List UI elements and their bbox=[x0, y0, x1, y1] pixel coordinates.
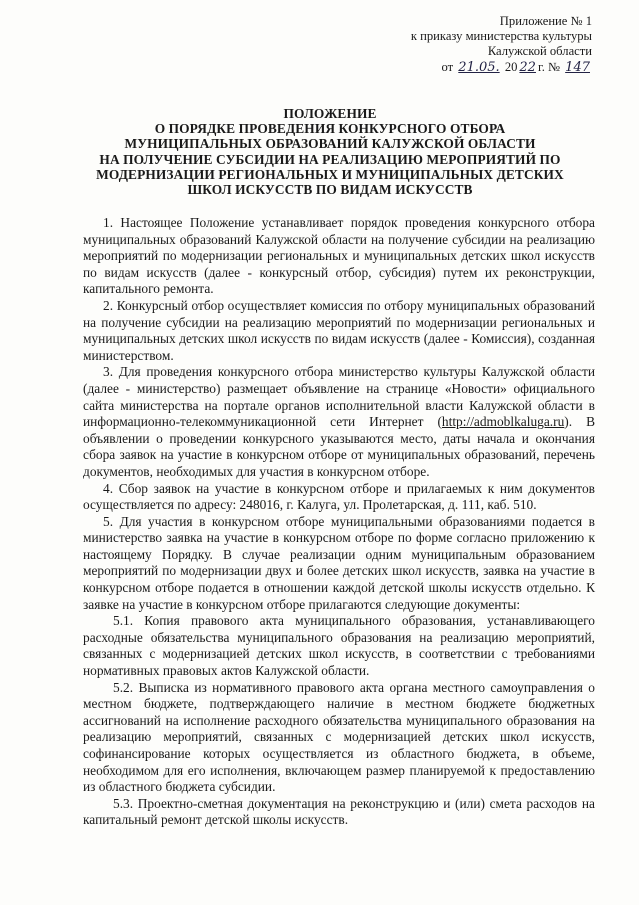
appendix-header bbox=[352, 14, 592, 75]
document-body bbox=[83, 215, 595, 829]
order-reference: к приказу министерства культуры bbox=[410, 29, 592, 44]
handwritten-date: 21.05. bbox=[458, 59, 500, 75]
handwritten-year: 22 bbox=[519, 59, 536, 75]
paragraph-5-3: 5.3. Проектно-сметная документация на реконструкцию и (или) смета расходов на капитальный ремонт детской школы искусств. bbox=[83, 795, 595, 828]
paragraph-3-text-end: ). В объявлении о проведении конкурсного указываются место, даты начала и окончания сбора заявок на участие в конкурсном отборе от муниципальных образований, перечень документов, необходимых для участия в конкурсном отборе. bbox=[83, 414, 595, 479]
paragraph-5: 5. Для участия в конкурсном отборе муниципальными образованиями подается в министерство заявка на участие в конкурсном отборе по форме согласно приложению к настоящему Порядку. В случае реализации одним муниципальным образованием мероприятий по модернизации двух и более детских школ искусств, заявка на участие в конкурсном отборе подается в отношении каждой детской школы искусств отдельно. К заявке на участие в конкурсном отборе прилагаются следующие документы: bbox=[83, 513, 595, 612]
handwritten-order-number: 147 bbox=[565, 59, 590, 75]
appendix-number: Приложение № 1 bbox=[499, 14, 592, 28]
year-suffix: г. № bbox=[537, 59, 561, 74]
paragraph-5-2: 5.2. Выписка из нормативного правового акта органа местного самоуправления о местном бюджете, подтверждающего наличие в местном бюджете бюджетных ассигнований на исполнение расходного обязательства муниципального образования на реализацию мероприятий, связанных с модернизацией детских школ искусств, софинансирование которых осуществляется из областного бюджета, в объеме, необходимом для его исполнения, включающем размер планируемой к предоставлению из областного бюджета субсидии. bbox=[83, 679, 595, 795]
order-date-number bbox=[352, 60, 592, 75]
title-line: ПОЛОЖЕНИЕ bbox=[283, 106, 377, 121]
title-line: ШКОЛ ИСКУССТВ ПО ВИДАМ ИСКУССТВ bbox=[187, 182, 473, 198]
paragraph-1: 1. Настоящее Положение устанавливает порядок проведения конкурсного отбора муниципальных образований Калужской области на получение субсидии на реализацию мероприятий по модернизации региональных и муниципальных детских школ искусств по видам искусств (далее - конкурсный отбор, субсидия) путем их реконструкции, капитального ремонта. bbox=[83, 215, 595, 297]
paragraph-3 bbox=[83, 364, 595, 480]
title-line: О ПОРЯДКЕ ПРОВЕДЕНИЯ КОНКУРСНОГО ОТБОРА bbox=[154, 121, 506, 137]
date-prefix: от bbox=[441, 59, 454, 74]
paragraph-5-1: 5.1. Копия правового акта муниципального образования, устанавливающего расходные обязательства муниципального образования на реализацию мероприятий, связанных с модернизацией детских школ искусств, в соответствии с требованиями нормативных правовых актов Калужской области. bbox=[83, 613, 595, 679]
paragraph-3-text: 3. Для проведения конкурсного отбора министерство культуры Калужской области (далее - министерство) размещает объявление на странице «Новости» официального сайта министерства на портале органов исполнительной власти Калужской области в информационно-телекоммуникационной сети Интернет ( bbox=[83, 364, 595, 430]
title-line: МОДЕРНИЗАЦИИ РЕГИОНАЛЬНЫХ И МУНИЦИПАЛЬНЫХ ДЕТСКИХ bbox=[96, 166, 564, 182]
website-link[interactable]: http://admoblkaluga.ru bbox=[441, 414, 565, 430]
document-title bbox=[70, 106, 590, 197]
title-line: МУНИЦИПАЛЬНЫХ ОБРАЗОВАНИЙ КАЛУЖСКОЙ ОБЛАСТИ bbox=[124, 136, 536, 152]
region-name: Калужской области bbox=[487, 44, 592, 59]
paragraph-2: 2. Конкурсный отбор осуществляет комиссия по отбору муниципальных образований на получение субсидии на реализацию мероприятий по модернизации региональных и муниципальных детских школ искусств по видам искусств (далее - Комиссия), созданная министерством. bbox=[83, 297, 595, 363]
paragraph-4: 4. Сбор заявок на участие в конкурсном отборе и прилагаемых к ним документов осуществляется по адресу: 248016, г. Калуга, ул. Пролетарская, д. 111, каб. 510. bbox=[83, 480, 595, 513]
title-line: НА ПОЛУЧЕНИЕ СУБСИДИИ НА РЕАЛИЗАЦИЮ МЕРОПРИЯТИЙ ПО bbox=[99, 151, 561, 167]
year-prefix: 20 bbox=[504, 59, 518, 74]
